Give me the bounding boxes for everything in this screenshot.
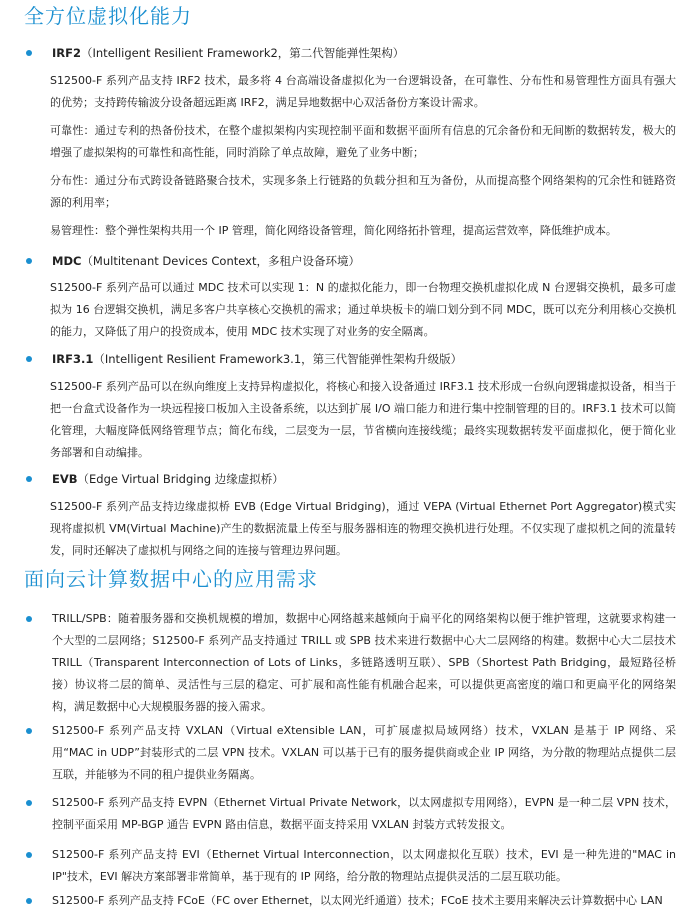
evb-desc: （Edge Virtual Bridging 边缘虚拟桥） (77, 472, 284, 486)
bullet-dot-icon (26, 800, 32, 806)
irf2-paragraph-1: S12500-F 系列产品支持 IRF2 技术，最多将 4 台高端设备虚拟化为一台逻辑设备，在可靠性、分布性和易管理性方面具有强大的优势；支持跨传输波分设备超远距离 IRF2，满足异地数据中心双活备份方案设计需求。 (50, 74, 676, 109)
list-item-text: S12500-F 系列产品支持 FCoE（FC over Ethernet，以太网光纤通道）技术；FCoE 技术主要用来解决云计算数据中心 LAN (52, 894, 663, 907)
irf31-desc: （Intelligent Resilient Framework3.1，第三代智能弹性架构升级版） (93, 352, 463, 366)
bullet-dot-icon (26, 476, 32, 482)
list-item-text: S12500-F 系列产品支持 EVI（Ethernet Virtual Interconnection，以太网虚拟化互联）技术，EVI 是一种先进的"MAC in IP"技术，EVI 解决方案部署非常简单，基于现有的 IP 网络，给分散的物理站点提供灵活的二层互联功能。 (52, 848, 676, 883)
bullet-dot-icon (26, 50, 32, 56)
section-title-cloud: 面向云计算数据中心的应用需求 (24, 567, 318, 591)
irf2-desc: （Intelligent Resilient Framework2，第二代智能弹性架构） (81, 46, 405, 60)
bullet-dot-icon (26, 258, 32, 264)
list-item-text: S12500-F 系列产品支持 VXLAN（Virtual eXtensible LAN，可扩展虚拟局域网络）技术，VXLAN 是基于 IP 网络、采用“MAC in UDP”封装形式的二层 VPN 技术。VXLAN 可以基于已有的服务提供商或企业 IP 网络，为分散的物理站点提供二层互联，并能够为不同的租户提供业务隔离。 (52, 724, 676, 781)
irf2-paragraph-3: 分布性：通过分布式跨设备链路聚合技术，实现多条上行链路的负载分担和互为备份，从而提高整个网络架构的冗余性和链路资源的利用率； (50, 174, 676, 209)
irf2-paragraph-2: 可靠性：通过专利的热备份技术，在整个虚拟架构内实现控制平面和数据平面所有信息的冗余备份和无间断的数据转发，极大的增强了虚拟架构的可靠性和高性能，同时消除了单点故障，避免了业务中断； (50, 124, 676, 159)
bullet-dot-icon (26, 616, 32, 622)
bullet-dot-icon (26, 852, 32, 858)
section-title-virtualization: 全方位虚拟化能力 (24, 4, 192, 28)
evb-paragraph-1: S12500-F 系列产品支持边缘虚拟桥 EVB (Edge Virtual Bridging)，通过 VEPA (Virtual Ethernet Port Aggregator)模式实现将虚拟机 VM(Virtual Machine)产生的数据流量上传至与服务器相连的物理交换机进行处理。不仅实现了虚拟机之间的流量转发，同时还解决了虚拟机与网络之间的连接与管理边界问题。 (50, 500, 676, 557)
bullet-dot-icon (26, 356, 32, 362)
mdc-paragraph-1: S12500-F 系列产品可以通过 MDC 技术可以实现 1：N 的虚拟化能力，即一台物理交换机虚拟化成 N 台逻辑交换机，最多可虚拟为 16 台逻辑交换机，满足多客户共享核心交换机的需求；通过单块板卡的端口划分到不同 MDC，既可以充分利用核心交换机的能力，又降低了用户的投资成本，使用 MDC 技术实现了对业务的安全隔离。 (50, 281, 676, 338)
irf31-paragraph-1: S12500-F 系列产品可以在纵向维度上支持异构虚拟化，将核心和接入设备通过 IRF3.1 技术形成一台纵向逻辑虚拟设备，相当于把一台盒式设备作为一块远程接口板加入主设备系统，以达到扩展 I/O 端口能力和进行集中控制管理的目的。IRF3.1 技术可以简化管理，大幅度降低网络管理节点；简化布线，二层变为一层，节省横向连接线缆；最终实现数据转发平面虚拟化，便于简化业务部署和自动编排。 (50, 380, 676, 459)
irf2-paragraph-4: 易管理性：整个弹性架构共用一个 IP 管理，简化网络设备管理，简化网络拓扑管理，提高运营效率，降低维护成本。 (50, 224, 617, 237)
irf31-name: IRF3.1 (52, 352, 94, 366)
bullet-dot-icon (26, 898, 32, 904)
mdc-name: MDC (52, 254, 82, 268)
list-item-text: S12500-F 系列产品支持 EVPN（Ethernet Virtual Private Network，以太网虚拟专用网络），EVPN 是一种二层 VPN 技术，控制平面采用 MP-BGP 通告 EVPN 路由信息，数据平面支持采用 VXLAN 封装方式转发报文。 (52, 796, 676, 831)
bullet-dot-icon (26, 728, 32, 734)
mdc-desc: （Multitenant Devices Context，多租户设备环境） (81, 254, 360, 268)
list-item-text: TRILL/SPB：随着服务器和交换机规模的增加，数据中心网络越来越倾向于扁平化的网络架构以便于维护管理，这就要求构建一个大型的二层网络；S12500-F 系列产品支持通过 TRILL 或 SPB 技术来进行数据中心大二层网络的构建。数据中心大二层技术 TRILL（Transparent Interconnection of Lots of Links，多链路透明互联）、SPB（Shortest Path Bridging，最短路径桥接）协议将二层的简单、灵活性与三层的稳定、可扩展和高性能有机融合起来，可以提供更高密度的端口和更扁平化的网络架构，满足数据中心大规模服务器的接入需求。 (52, 612, 676, 713)
irf2-name: IRF2 (52, 46, 81, 60)
evb-name: EVB (52, 472, 78, 486)
